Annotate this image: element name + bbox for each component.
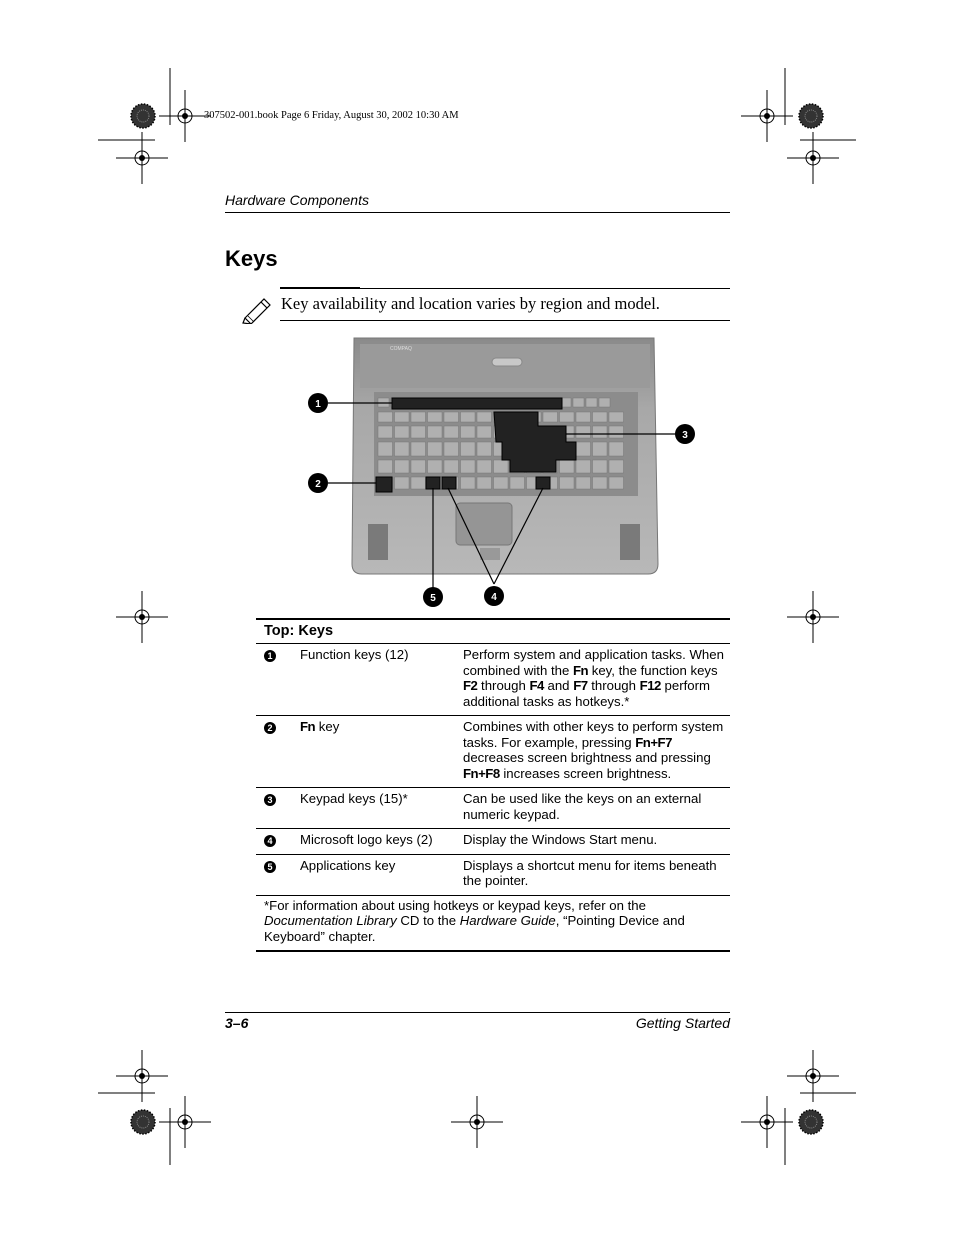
key-name-text: key (315, 719, 340, 734)
note-rule-top (280, 288, 730, 289)
description-segment: F4 (529, 678, 544, 693)
key-name-text: Microsoft logo keys (2) (300, 832, 433, 847)
keyboard-key (428, 442, 443, 456)
row-number (256, 829, 300, 855)
keyboard-key (477, 412, 492, 422)
key-name-text: Keypad keys (15)* (300, 791, 408, 806)
pencil-note-icon (242, 296, 274, 324)
footnote (256, 895, 730, 951)
keyboard-key (444, 412, 459, 422)
keyboard-key (411, 442, 426, 456)
footnote-segment: , “Pointing Device and Keyboard” chapter. (264, 913, 685, 944)
table-row (256, 788, 730, 829)
table-row (256, 644, 730, 716)
key-description (463, 716, 730, 788)
keyboard-key (395, 426, 410, 438)
note-rule-bottom (280, 320, 730, 321)
row-number (256, 716, 300, 788)
callout-number-icon: 2 (264, 722, 276, 734)
footnote-segment: Documentation Library (264, 913, 397, 928)
keyboard-key (576, 412, 591, 422)
keyboard-key (543, 412, 558, 422)
keyboard-key (461, 426, 476, 438)
page-number: 3–6 (225, 1015, 249, 1031)
row-number (256, 788, 300, 829)
keyboard-key (560, 477, 575, 489)
keyboard-key (609, 477, 624, 489)
key-name (300, 829, 463, 855)
keyboard-key (461, 460, 476, 473)
description-segment: Displays a shortcut menu for items beneath the pointer. (463, 857, 717, 888)
description-segment: through (477, 678, 530, 693)
svg-text:1: 1 (315, 399, 321, 410)
keyboard-key (461, 477, 476, 489)
table-header: Top: Keys (256, 619, 730, 644)
table-row (256, 716, 730, 788)
key-name-text: Applications key (300, 857, 396, 873)
callout-number-icon: 3 (264, 794, 276, 806)
callout-2 (308, 473, 328, 493)
keyboard-key (593, 426, 608, 438)
svg-text:3: 3 (682, 430, 688, 441)
row-number (256, 854, 300, 895)
keyboard-key (378, 460, 393, 473)
description-segment: perform additional tasks as hotkeys.* (463, 678, 710, 709)
header-rule (225, 212, 730, 213)
keyboard-key (428, 460, 443, 473)
description-segment: key, the function keys (588, 662, 718, 678)
description-segment: decreases screen brightness and pressing (463, 750, 711, 765)
keyboard-key (593, 442, 608, 456)
key-description (463, 829, 730, 855)
key-description (463, 854, 730, 895)
callout-number-icon: 1 (264, 650, 276, 662)
keyboard-key (411, 412, 426, 422)
keyboard-key (593, 477, 608, 489)
brand-logo: COMPAQ (390, 346, 412, 352)
key-name-bold: Fn (300, 719, 316, 734)
callout-3 (675, 424, 695, 444)
keyboard-key (586, 398, 597, 407)
keyboard-key (494, 477, 509, 489)
keyboard-key (593, 460, 608, 473)
keyboard-key (378, 442, 393, 456)
footnote-row (256, 895, 730, 951)
footnote-segment: *For information about using hotkeys or keypad keys, refer on the (264, 897, 646, 913)
description-segment: F12 (639, 678, 661, 693)
key-description (463, 788, 730, 829)
keyboard-key (609, 460, 624, 473)
description-segment: Fn+F7 (635, 734, 672, 750)
keyboard-key (609, 442, 624, 456)
table-body (256, 644, 730, 952)
keyboard-key (444, 442, 459, 456)
running-header: Hardware Components (225, 192, 369, 208)
keyboard-key (395, 477, 410, 489)
keyboard-figure (290, 336, 710, 612)
keyboard-key (477, 442, 492, 456)
keyboard-key (609, 426, 624, 438)
key-name-text: Function keys (12) (300, 647, 409, 662)
key-name (300, 716, 463, 788)
description-segment: Display the Windows Start menu. (463, 832, 658, 847)
keys-table (256, 618, 730, 952)
svg-text:2: 2 (315, 479, 321, 490)
keyboard-key (477, 460, 492, 473)
key-name (300, 788, 463, 829)
description-segment: Perform system and application tasks. When combined with the (463, 647, 724, 678)
keyboard-key (477, 477, 492, 489)
book-info: 307502-001.book Page 6 Friday, August 30, 2002 10:30 AM (204, 110, 459, 121)
keyboard-key (444, 460, 459, 473)
callout-number-icon: 5 (264, 861, 276, 873)
footer-title: Getting Started (635, 1015, 730, 1031)
footnote-segment: Hardware Guide (459, 913, 556, 928)
keyboard-key (411, 477, 426, 489)
description-segment: Combines with other keys to perform system tasks. For example, pressing (463, 719, 724, 750)
svg-text:4: 4 (491, 592, 497, 603)
keyboard-key (609, 412, 624, 422)
description-segment: Fn (572, 662, 589, 678)
footer-rule (225, 1012, 730, 1013)
keyboard-key (576, 442, 591, 456)
keyboard-key (461, 412, 476, 422)
keyboard-key (576, 426, 591, 438)
key-name (300, 854, 463, 895)
description-segment: Fn+F8 (463, 765, 500, 781)
callout-5 (423, 587, 443, 607)
keyboard-key (573, 398, 584, 407)
table-row (256, 854, 730, 895)
keyboard-key (378, 426, 393, 438)
section-title: Keys (225, 246, 278, 271)
keyboard-key (395, 460, 410, 473)
note-text: Key availability and location varies by region and model. (281, 294, 660, 313)
table-row (256, 829, 730, 855)
description-segment: F7 (573, 678, 588, 693)
callout-1 (308, 393, 328, 413)
keyboard-key (411, 426, 426, 438)
row-number (256, 644, 300, 716)
description-segment: F2 (463, 678, 478, 693)
keyboard-key (428, 412, 443, 422)
keyboard-key (560, 460, 575, 473)
footnote-segment: CD to the (396, 913, 460, 928)
keyboard-key (477, 426, 492, 438)
keyboard-key (378, 412, 393, 422)
keyboard-key (411, 460, 426, 473)
description-segment: and (543, 678, 574, 693)
callout-4 (484, 586, 504, 606)
keyboard-key (576, 460, 591, 473)
keyboard-key (494, 460, 509, 473)
callout-number-icon: 4 (264, 835, 276, 847)
key-name (300, 644, 463, 716)
keyboard-key (395, 442, 410, 456)
keyboard-key (599, 398, 610, 407)
keyboard-key (560, 412, 575, 422)
description-segment: through (587, 678, 640, 693)
keyboard-key (510, 477, 525, 489)
keyboard-key (444, 426, 459, 438)
key-description (463, 644, 730, 716)
keyboard-key (428, 426, 443, 438)
keyboard-key (593, 412, 608, 422)
description-segment: Can be used like the keys on an external numeric keypad. (463, 791, 702, 822)
svg-text:5: 5 (430, 593, 436, 604)
keyboard-key (395, 412, 410, 422)
description-segment: increases screen brightness. (499, 765, 672, 781)
keyboard-key (576, 477, 591, 489)
keyboard-key (461, 442, 476, 456)
